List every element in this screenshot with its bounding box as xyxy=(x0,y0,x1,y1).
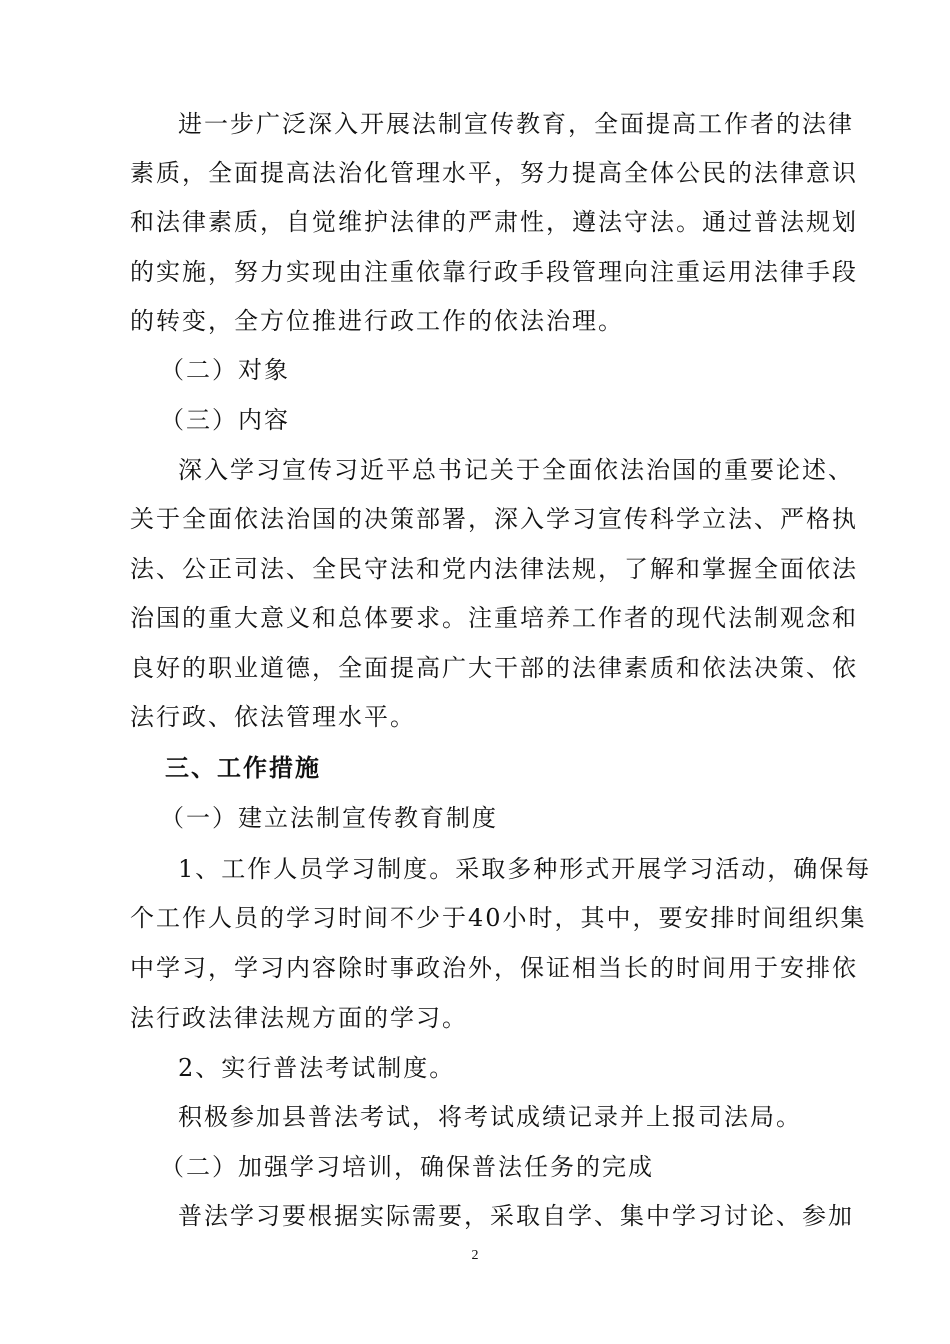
subheading-target: （二）对象 xyxy=(160,356,290,384)
paragraph-line: 和法律素质，自觉维护法律的严肃性，遵法守法。通过普法规划 xyxy=(130,208,858,236)
section-heading: 三、工作措施 xyxy=(165,753,321,782)
paragraph-line: 素质，全面提高法治化管理水平，努力提高全体公民的法律意识 xyxy=(130,159,858,187)
paragraph-line: 中学习，学习内容除时事政治外，保证相当长的时间用于安排依 xyxy=(130,954,858,982)
paragraph-line: 积极参加县普法考试，将考试成绩记录并上报司法局。 xyxy=(178,1103,802,1131)
paragraph-line: 进一步广泛深入开展法制宣传教育，全面提高工作者的法律 xyxy=(178,110,854,138)
paragraph-line: 法、公正司法、全民守法和党内法律法规，了解和掌握全面依法 xyxy=(130,555,858,583)
paragraph-line: 深入学习宣传习近平总书记关于全面依法治国的重要论述、 xyxy=(178,456,854,484)
paragraph-line: 普法学习要根据实际需要，采取自学、集中学习讨论、参加 xyxy=(178,1202,854,1230)
paragraph-line: 法行政法律法规方面的学习。 xyxy=(130,1004,468,1032)
paragraph-line: 个工作人员的学习时间不少于40小时，其中，要安排时间组织集 xyxy=(130,904,867,932)
subheading-content: （三）内容 xyxy=(160,406,290,434)
paragraph-line: 的转变，全方位推进行政工作的依法治理。 xyxy=(130,307,624,335)
paragraph-line: 良好的职业道德，全面提高广大干部的法律素质和依法决策、依 xyxy=(130,654,858,682)
subheading: （二）加强学习培训，确保普法任务的完成 xyxy=(160,1153,654,1181)
paragraph-line: 1、工作人员学习制度。采取多种形式开展学习活动，确保每 xyxy=(178,855,872,883)
paragraph-line: 法行政、依法管理水平。 xyxy=(130,703,416,731)
page-number: 2 xyxy=(471,1248,479,1263)
paragraph-line: 2、实行普法考试制度。 xyxy=(178,1054,456,1082)
paragraph-line: 治国的重大意义和总体要求。注重培养工作者的现代法制观念和 xyxy=(130,604,858,632)
subheading: （一）建立法制宣传教育制度 xyxy=(160,804,498,832)
paragraph-line: 关于全面依法治国的决策部署，深入学习宣传科学立法、严格执 xyxy=(130,505,858,533)
paragraph-line: 的实施，努力实现由注重依靠行政手段管理向注重运用法律手段 xyxy=(130,258,858,286)
